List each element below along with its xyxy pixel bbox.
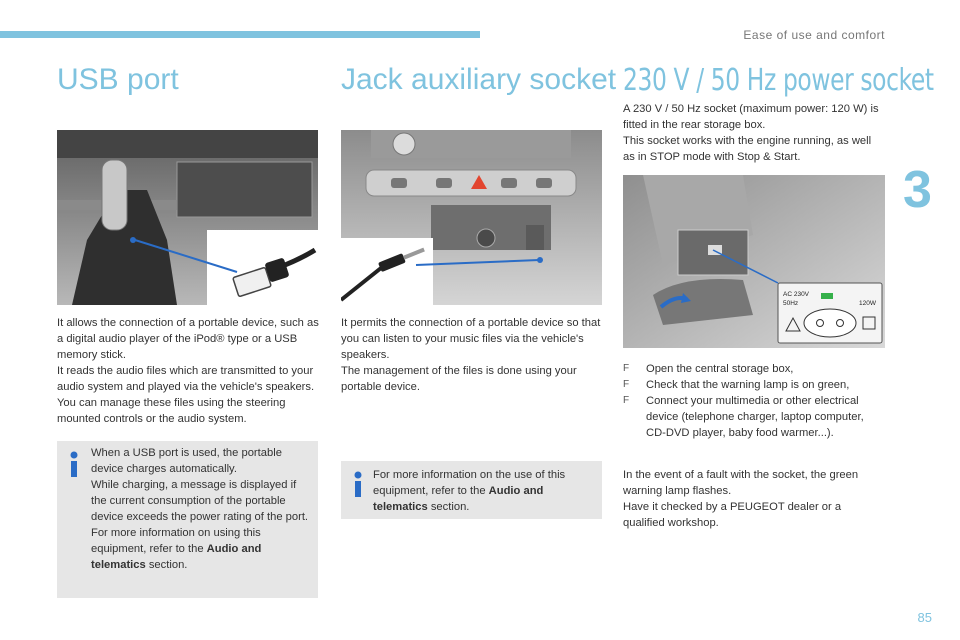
jack-socket-illustration (341, 130, 602, 305)
usb-info-line: When a USB port is used, the portable device charges automatically. (91, 447, 282, 475)
list-item: F Check that the warning lamp is on green, (623, 379, 850, 391)
jack-description (341, 315, 603, 395)
jack-info-box (341, 461, 602, 519)
socket-label-frequency: 50Hz (783, 300, 799, 307)
usb-port-illustration (57, 130, 318, 305)
usb-paragraph: It reads the audio files which are transmitted to your audio system and played via the vehicle's speakers. (57, 365, 315, 393)
page-number: 85 (917, 610, 932, 625)
usb-description (57, 315, 319, 427)
usb-info-more: For more information on using this equipment, refer to the Audio and telematics section. (91, 527, 262, 571)
socket-label-panel (778, 283, 882, 343)
bullet-marker: F (623, 379, 630, 390)
header-accent-bar (0, 31, 480, 38)
usb-info-box (57, 441, 318, 598)
bullet-marker: F (623, 363, 630, 374)
info-icon (353, 471, 363, 497)
jack-info-text: For more information on the use of this equipment, refer to the Audio and telematics section. (373, 469, 566, 513)
socket230-intro (623, 101, 885, 165)
usb-title: USB port (57, 63, 179, 96)
socket-label-voltage: AC 230V (783, 291, 810, 298)
jack-paragraph: The management of the files is done using your portable device. (341, 365, 577, 393)
jack-title: Jack auxiliary socket (341, 63, 617, 96)
info-icon (69, 451, 79, 477)
section-header: Ease of use and comfort (743, 28, 885, 42)
usb-paragraph: You can manage these files using the steering mounted controls or the audio system. (57, 397, 286, 425)
socket230-title: 230 V / 50 Hz power socket (623, 63, 934, 98)
list-item: F Connect your multimedia or other electrical device (telephone charger, laptop computer, CD-DVD player, baby food warmer...). (623, 395, 864, 439)
usb-paragraph: It allows the connection of a portable device, such as a digital audio player of the iPod® type or a USB memory stick. (57, 317, 319, 361)
usb-info-reference: Audio and telematics (91, 543, 262, 571)
power-socket-illustration (623, 175, 885, 348)
socket230-fault-line: Have it checked by a PEUGEOT dealer or a qualified workshop. (623, 501, 842, 529)
socket230-fault-line: In the event of a fault with the socket, the green warning lamp flashes. (623, 469, 859, 497)
bullet-marker: F (623, 395, 630, 406)
jack-info-reference: Audio and telematics (373, 485, 544, 513)
green-warning-lamp (821, 293, 833, 299)
jack-paragraph: It permits the connection of a portable device so that you can listen to your music files via the vehicle's speakers. (341, 317, 601, 361)
usb-info-line: While charging, a message is displayed if the current consumption of the portable device exceeds the power rating of the port. (91, 479, 309, 523)
socket-label-power: 120W (859, 300, 876, 307)
list-item: F Open the central storage box, (623, 363, 794, 375)
socket230-intro-line: This socket works with the engine running, as well as in STOP mode with Stop & Start. (623, 135, 872, 163)
chapter-number: 3 (903, 161, 932, 219)
socket230-fault (623, 467, 885, 531)
socket230-steps (623, 361, 885, 441)
socket230-intro-line: A 230 V / 50 Hz socket (maximum power: 120 W) is fitted in the rear storage box. (623, 103, 879, 131)
